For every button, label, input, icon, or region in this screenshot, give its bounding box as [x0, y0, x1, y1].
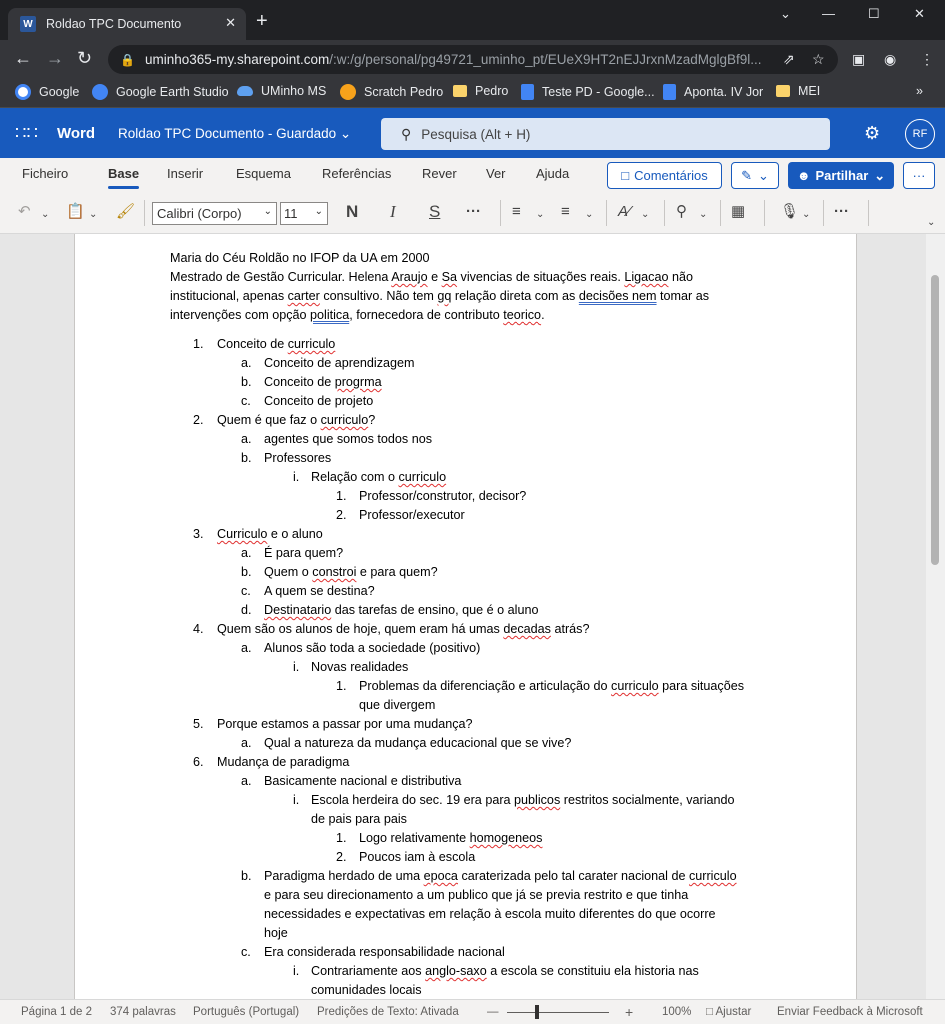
feedback-link[interactable]: Enviar Feedback à Microsoft: [777, 1006, 923, 1018]
list-item: Era considerada responsabilidade nacional: [264, 945, 505, 959]
list-item: Qual a natureza da mudança educacional que se vive?: [264, 736, 572, 750]
list-item: Alunos são toda a sociedade (positivo): [264, 641, 481, 655]
fit-label: Ajustar: [715, 1006, 752, 1018]
back-icon[interactable]: ←: [14, 48, 32, 68]
list-marker: 2.: [336, 850, 347, 864]
divider: [868, 200, 869, 226]
comments-button[interactable]: [607, 162, 722, 189]
list-marker: c.: [241, 584, 251, 598]
chevron-down-icon[interactable]: ⌄: [699, 209, 708, 220]
paragraph-line: Maria do Céu Roldão no IFOP da UA em 2000: [170, 251, 430, 265]
bold-button[interactable]: N: [346, 202, 359, 221]
list-item: Paradigma herdado de uma epoca caraterizada pelo tal carater nacional de curriculo: [264, 869, 737, 883]
pencil-icon: ✎: [741, 167, 752, 183]
divider: [500, 200, 501, 226]
paragraph-line: intervenções com opção politica, fornecedora de contributo teorico.: [170, 308, 545, 322]
paragraph-line: institucional, apenas carter consultivo. Não tem gq relação direta com as decisões nem tomar as: [170, 289, 710, 303]
more-font-options-button[interactable]: ···: [466, 203, 481, 220]
list-marker: c.: [241, 394, 251, 408]
bookmark-uminho-ms[interactable]: [237, 84, 326, 98]
avatar[interactable]: RF: [905, 119, 935, 149]
align-icon[interactable]: ≡: [561, 203, 570, 220]
bookmark-label: Google Earth Studio: [116, 85, 229, 99]
list-item: Relação com o curriculo: [311, 470, 447, 484]
chevron-down-icon: ⌄: [758, 167, 769, 183]
list-marker: 5.: [193, 717, 204, 731]
scrollbar-thumb[interactable]: [931, 275, 939, 565]
list-marker: i.: [293, 793, 300, 807]
underline-button[interactable]: S: [429, 202, 441, 221]
bullets-icon[interactable]: ≡: [512, 203, 521, 220]
bookmark-star-icon[interactable]: ☆: [812, 51, 825, 67]
page-count[interactable]: Página 1 de 2: [21, 1006, 92, 1018]
list-item: Mudança de paradigma: [217, 755, 350, 769]
bookmarks-overflow-button[interactable]: »: [916, 84, 923, 98]
document-canvas: [0, 234, 945, 999]
scratch-icon: [340, 84, 356, 100]
forward-icon[interactable]: →: [46, 48, 64, 68]
list-marker: 2.: [193, 413, 204, 427]
zoom-slider-thumb[interactable]: [535, 1005, 539, 1019]
list-item: Problemas da diferenciação e articulação do curriculo para situações: [359, 679, 745, 693]
collapse-ribbon-icon[interactable]: ⌄: [927, 217, 936, 228]
list-item: Quem são os alunos de hoje, quem eram há umas decadas atrás?: [217, 622, 590, 636]
list-item: Professores: [264, 451, 332, 465]
divider: [664, 200, 665, 226]
lock-icon: 🔒: [120, 52, 135, 67]
bookmark-label: Scratch Pedro: [364, 85, 444, 99]
list-item-continuation: hoje: [264, 926, 288, 940]
comments-label: Comentários: [634, 168, 708, 183]
list-marker: a.: [241, 736, 252, 750]
find-icon[interactable]: ⚲: [676, 203, 687, 220]
bookmark-label: Google: [39, 85, 80, 99]
word-header: [0, 108, 945, 158]
address-bar[interactable]: [108, 45, 838, 74]
zoom-out-button[interactable]: —: [487, 1006, 499, 1018]
status-bar: [0, 999, 945, 1024]
tab-inserir[interactable]: Inserir: [167, 166, 204, 181]
bookmark-google-earth-studio[interactable]: [92, 84, 229, 100]
chevron-down-icon: ⌄: [314, 206, 323, 217]
microphone-icon[interactable]: 🎙: [780, 203, 800, 220]
zoom-in-button[interactable]: +: [625, 1004, 634, 1020]
chevron-down-icon: ⌄: [874, 167, 886, 183]
tab-base[interactable]: Base: [108, 166, 140, 181]
editor-icon[interactable]: ▦: [731, 203, 746, 220]
browser-tab[interactable]: [8, 8, 246, 40]
divider: [720, 200, 721, 226]
list-item: Quem o constroi e para quem?: [264, 565, 438, 579]
list-marker: a.: [241, 546, 252, 560]
minimize-button[interactable]: —: [822, 6, 835, 21]
bookmark-teste-pd[interactable]: [521, 84, 655, 100]
list-item: Contrariamente aos anglo-saxo a escola se constituiu ela historia nas: [311, 964, 699, 978]
share-page-icon[interactable]: ⇗: [783, 51, 795, 67]
gear-icon[interactable]: ⚙: [864, 123, 881, 143]
language[interactable]: Português (Portugal): [193, 1006, 300, 1018]
search-icon: ⚲: [401, 125, 412, 142]
bookmark-label: UMinho MS: [261, 84, 327, 98]
chevron-down-icon[interactable]: ⌄: [89, 209, 98, 220]
text-predictions[interactable]: Predições de Texto: Ativada: [317, 1006, 459, 1018]
docs-icon: [663, 84, 676, 100]
list-item-continuation: necessidades e expectativas em relação à escola muito diferentes do que ocorre: [264, 907, 716, 921]
list-item: Professor/executor: [359, 508, 465, 522]
browser-tab-strip: [0, 0, 945, 40]
list-marker: c.: [241, 945, 251, 959]
app-name[interactable]: Word: [57, 125, 96, 142]
close-tab-icon[interactable]: ✕: [225, 15, 236, 30]
list-marker: 1.: [336, 489, 347, 503]
divider: [606, 200, 607, 226]
chevron-down-icon[interactable]: ⌄: [641, 209, 650, 220]
list-item: Escola herdeira do sec. 19 era para publicos restritos socialmente, variando: [311, 793, 735, 807]
list-item: Poucos iam à escola: [359, 850, 476, 864]
list-marker: b.: [241, 869, 252, 883]
list-marker: b.: [241, 451, 252, 465]
list-item: Conceito de projeto: [264, 394, 374, 408]
list-marker: a.: [241, 432, 252, 446]
list-item: Basicamente nacional e distributiva: [264, 774, 462, 788]
list-marker: 1.: [193, 337, 204, 351]
bookmark-label: MEI: [798, 84, 821, 98]
list-marker: 4.: [193, 622, 204, 636]
list-marker: a.: [241, 356, 252, 370]
styles-icon[interactable]: A⁄: [618, 203, 631, 220]
search-placeholder: Pesquisa (Alt + H): [421, 126, 531, 142]
document-page[interactable]: [74, 234, 857, 999]
list-item: Conceito de curriculo: [217, 337, 336, 351]
editing-mode-button[interactable]: [731, 162, 779, 189]
list-marker: 3.: [193, 527, 204, 541]
list-item-continuation: de pais para pais: [311, 812, 407, 826]
close-window-button[interactable]: ✕: [914, 6, 925, 21]
ribbon-tabs: [0, 158, 945, 192]
divider: [764, 200, 765, 226]
document-title[interactable]: [118, 126, 351, 142]
chevron-down-icon: ⌄: [339, 126, 352, 141]
chevron-down-icon[interactable]: ⌄: [536, 209, 545, 220]
bookmarks-bar: [0, 78, 945, 108]
more-options-button[interactable]: ···: [903, 162, 935, 189]
font-name-select[interactable]: [152, 202, 277, 225]
list-marker: i.: [293, 660, 300, 674]
share-button[interactable]: [788, 162, 894, 189]
tab-title: Roldao TPC Documento: [46, 17, 182, 31]
clipboard-icon[interactable]: 📋: [66, 203, 85, 220]
list-item-continuation: e para seu direcionamento a um publico que já se previa restrito e que tinha: [264, 888, 689, 902]
list-marker: 6.: [193, 755, 204, 769]
maximize-button[interactable]: ☐: [868, 6, 880, 21]
list-item: Porque estamos a passar por uma mudança?: [217, 717, 473, 731]
chevron-down-icon[interactable]: ⌄: [585, 209, 594, 220]
extension-icon[interactable]: ◉: [884, 51, 897, 67]
list-item: Professor/construtor, decisor?: [359, 489, 527, 503]
tab-search-icon[interactable]: ⌄: [780, 6, 791, 21]
folder-icon: [776, 85, 790, 97]
tab-ficheiro[interactable]: Ficheiro: [22, 166, 69, 181]
side-panel-icon[interactable]: ▣: [852, 51, 866, 67]
list-item-continuation: comunidades locais: [311, 983, 422, 997]
bookmark-label: Pedro: [475, 84, 509, 98]
divider: [144, 200, 145, 226]
list-item: Novas realidades: [311, 660, 409, 674]
tab-esquema[interactable]: Esquema: [236, 166, 291, 181]
tab-rever[interactable]: Rever: [422, 166, 457, 181]
font-name-value: Calibri (Corpo): [157, 206, 242, 221]
zoom-slider[interactable]: [507, 1012, 609, 1013]
bookmark-google[interactable]: [15, 84, 79, 100]
list-marker: b.: [241, 565, 252, 579]
font-size-select[interactable]: [280, 202, 328, 225]
folder-icon: [453, 85, 467, 97]
browser-menu-icon[interactable]: ⋮: [920, 51, 934, 67]
format-painter-icon[interactable]: 🖌: [116, 203, 136, 220]
fit-icon: □: [706, 1006, 713, 1018]
bookmark-pedro[interactable]: [453, 84, 508, 98]
app-launcher-icon[interactable]: ∷∷: [15, 123, 38, 143]
list-item: A quem se destina?: [264, 584, 375, 598]
url-path: /:w:/g/personal/pg49721_uminho_pt/EUeX9HT2nEJJrxnMzadMglgBf9l...: [329, 52, 762, 67]
list-item: É para quem?: [264, 546, 344, 560]
undo-icon[interactable]: ↶: [18, 203, 31, 220]
share-label: Partilhar: [815, 168, 869, 183]
list-marker: i.: [293, 964, 300, 978]
url-host: uminho365-my.sharepoint.com: [144, 52, 330, 67]
list-item: Conceito de progrma: [264, 375, 382, 389]
formatting-toolbar: [0, 192, 945, 234]
list-marker: i.: [293, 470, 300, 484]
chevron-down-icon[interactable]: ⌄: [802, 209, 811, 220]
word-count[interactable]: 374 palavras: [110, 1006, 176, 1018]
docs-icon: [521, 84, 534, 100]
onedrive-icon: [237, 86, 253, 96]
list-item: Curriculo e o aluno: [217, 527, 323, 541]
comment-icon: □: [621, 168, 630, 183]
earth-icon: [92, 84, 108, 100]
search-input[interactable]: [381, 118, 830, 150]
paragraph-line: Mestrado de Gestão Curricular. Helena Araujo e Sa vivencias de situações reais. Ligacao não: [170, 270, 693, 284]
list-marker: d.: [241, 603, 252, 617]
reload-icon[interactable]: ↻: [77, 48, 93, 68]
list-item: Logo relativamente homogeneos: [359, 831, 543, 845]
list-marker: 2.: [336, 508, 347, 522]
document-title-text: Roldao TPC Documento - Guardado: [118, 126, 337, 141]
word-favicon-icon: W: [20, 16, 36, 32]
list-item: Conceito de aprendizagem: [264, 356, 415, 370]
list-item: agentes que somos todos nos: [264, 432, 433, 446]
list-item-continuation: que divergem: [359, 698, 436, 712]
font-size-value: 11: [284, 206, 298, 221]
fit-button[interactable]: [706, 1006, 751, 1018]
chevron-down-icon: ⌄: [263, 206, 272, 217]
bookmark-label: Teste PD - Google...: [542, 85, 655, 99]
italic-button[interactable]: I: [390, 202, 396, 221]
divider: [823, 200, 824, 226]
more-commands-button[interactable]: ···: [834, 203, 849, 220]
bookmark-aponta-iv-jor[interactable]: [663, 84, 763, 100]
share-people-icon: ☻: [796, 168, 811, 183]
tab-ver[interactable]: Ver: [486, 166, 506, 181]
browser-toolbar: [0, 40, 945, 78]
tab-ajuda[interactable]: Ajuda: [536, 166, 570, 181]
list-marker: 1.: [336, 831, 347, 845]
list-marker: 1.: [336, 679, 347, 693]
bookmark-label: Aponta. IV Jor: [684, 85, 764, 99]
bookmark-mei[interactable]: [776, 84, 820, 98]
zoom-level[interactable]: 100%: [662, 1006, 692, 1018]
list-item: Quem é que faz o curriculo?: [217, 413, 376, 427]
google-icon: [15, 84, 31, 100]
list-marker: a.: [241, 774, 252, 788]
chevron-down-icon[interactable]: ⌄: [41, 209, 50, 220]
list-marker: b.: [241, 375, 252, 389]
tab-referencias[interactable]: Referências: [322, 166, 392, 181]
new-tab-button[interactable]: +: [256, 10, 268, 32]
bookmark-scratch-pedro[interactable]: [340, 84, 443, 100]
list-item: Destinatario das tarefas de ensino, que é o aluno: [264, 603, 539, 617]
list-marker: a.: [241, 641, 252, 655]
